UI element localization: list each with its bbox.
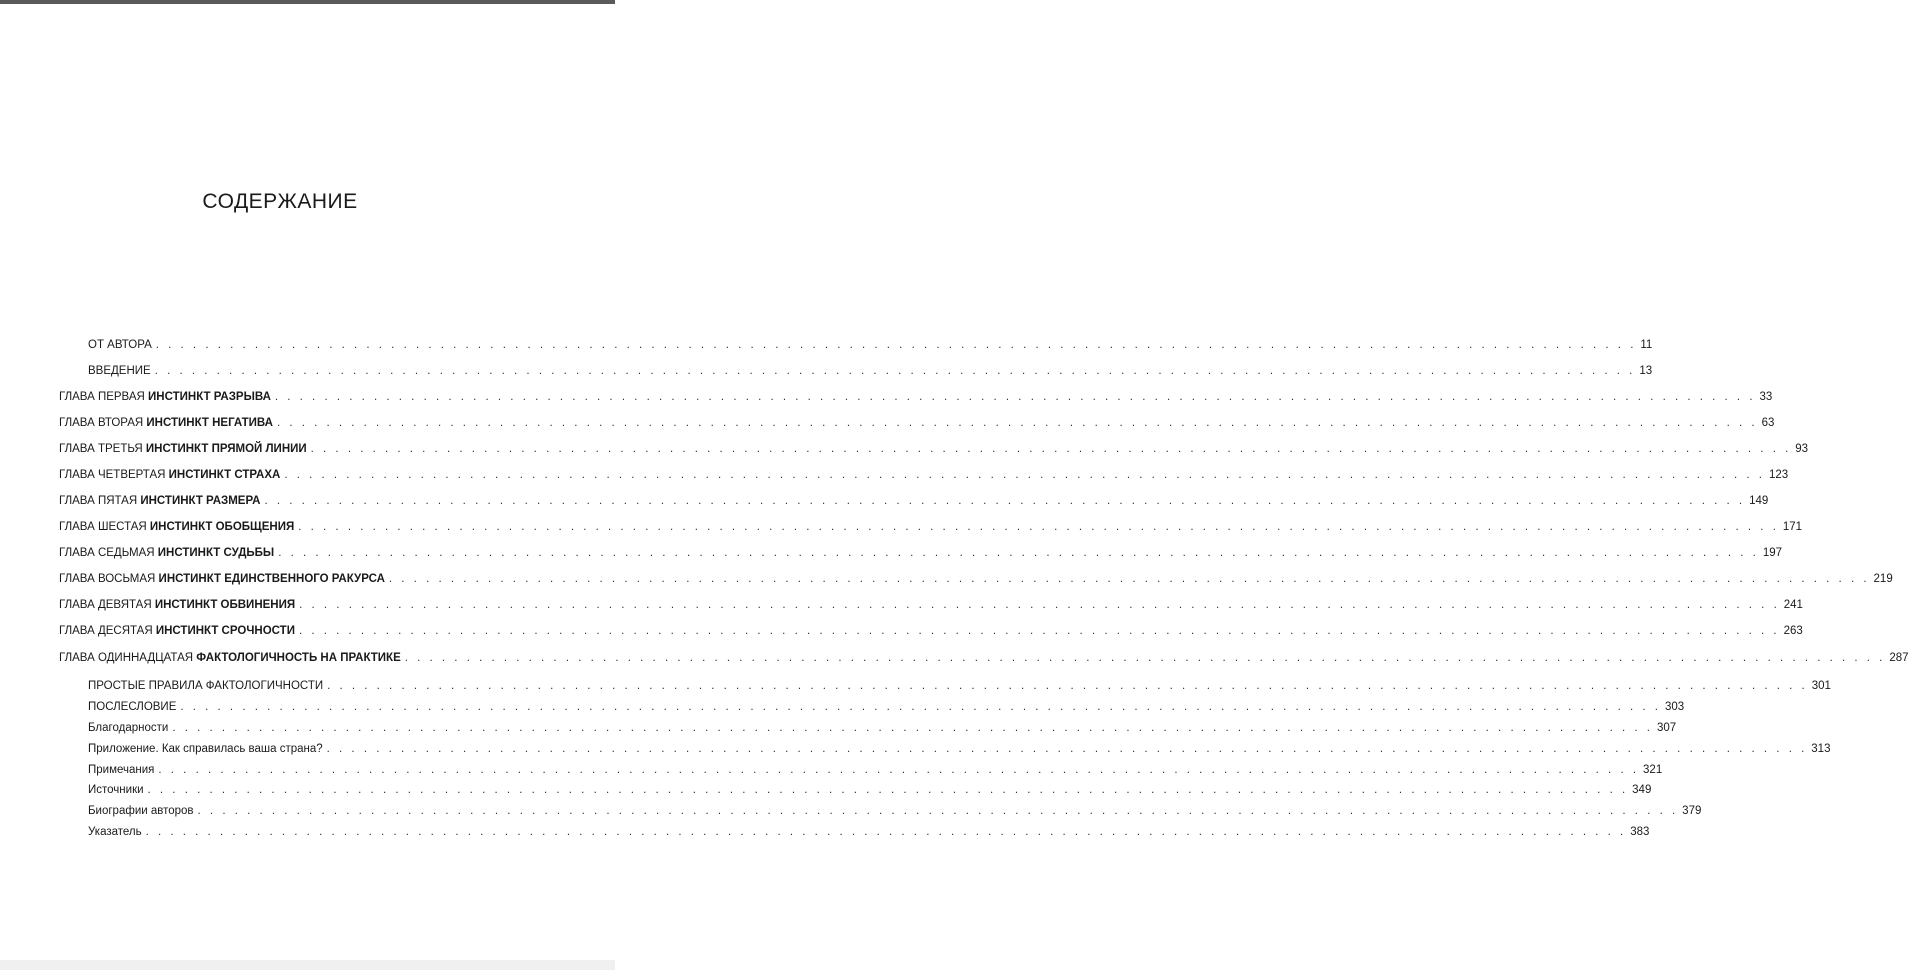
toc-entry-prefix: ГЛАВА ДЕСЯТАЯ	[59, 625, 156, 637]
toc-entry-page-number: 287	[1889, 652, 1909, 664]
toc-entry-title	[59, 547, 274, 559]
toc-entry-prefix: ГЛАВА ВТОРАЯ	[59, 417, 147, 429]
toc-entry[interactable]	[59, 625, 1803, 637]
toc-entry-page-number: 13	[1639, 365, 1653, 377]
toc-entry-title	[88, 784, 144, 796]
dot-leader: . . . . . . . . . . . . . . . . . . . . . . . . . . . . . . . . . . . . . . . . . . . . . . . . . . . . . . . . . . . . . . . . . . . . . . . . . . . . . . . . . . . . . . . . . . . . . . . . . . . . . . . . . . . . . . . . . . . . . . . .	[158, 764, 1640, 776]
dot-leader: . . . . . . . . . . . . . . . . . . . . . . . . . . . . . . . . . . . . . . . . . . . . . . . . . . . . . . . . . . . . . . . . . . . . . . . . . . . . . . . . . . . . . . . . . . . . . . . . . . . . . . . . . . . . . . . . . . . . . . . .	[155, 339, 1637, 351]
toc-entry-title	[88, 764, 154, 776]
toc-entry-page-number: 349	[1632, 784, 1652, 796]
toc-entry[interactable]	[59, 652, 1909, 664]
toc-entry[interactable]	[88, 743, 1831, 755]
toc-entry[interactable]	[59, 521, 1803, 533]
toc-entry-page-number: 219	[1873, 573, 1893, 585]
toc-entry-prefix: ГЛАВА ЧЕТВЕРТАЯ	[59, 469, 169, 481]
toc-entry[interactable]	[88, 805, 1702, 817]
toc-entry-page-number: 123	[1768, 469, 1789, 481]
top-border	[0, 0, 615, 4]
toc-entry-prefix: ВВЕДЕНИЕ	[88, 365, 151, 377]
toc-entry[interactable]	[88, 722, 1677, 734]
dot-leader: . . . . . . . . . . . . . . . . . . . . . . . . . . . . . . . . . . . . . . . . . . . . . . . . . . . . . . . . . . . . . . . . . . . . . . . . . . . . . . . . . . . . . . . . . . . . . . . . . . . . . . . . . . . . . . . . . . . . . . . .	[276, 417, 1758, 429]
dot-leader: . . . . . . . . . . . . . . . . . . . . . . . . . . . . . . . . . . . . . . . . . . . . . . . . . . . . . . . . . . . . . . . . . . . . . . . . . . . . . . . . . . . . . . . . . . . . . . . . . . . . . . . . . . . . . . . . . . . . . . . .	[327, 680, 1808, 692]
toc-entry-page-number: 241	[1783, 599, 1803, 611]
toc-entry[interactable]	[59, 469, 1789, 481]
toc-entry[interactable]	[59, 547, 1782, 559]
toc-entry[interactable]	[59, 599, 1803, 611]
toc-entry-chapter-name: ИНСТИНКТ СУДЬБЫ	[157, 547, 275, 559]
toc-entry-prefix: ГЛАВА ШЕСТАЯ	[59, 521, 150, 533]
dot-leader: . . . . . . . . . . . . . . . . . . . . . . . . . . . . . . . . . . . . . . . . . . . . . . . . . . . . . . . . . . . . . . . . . . . . . . . . . . . . . . . . . . . . . . . . . . . . . . . . . . . . . . . . . . . . . . . . . . . . . . . .	[326, 743, 1808, 755]
toc-entry-prefix: ПОСЛЕСЛОВИЕ	[88, 701, 177, 713]
dot-leader: . . . . . . . . . . . . . . . . . . . . . . . . . . . . . . . . . . . . . . . . . . . . . . . . . . . . . . . . . . . . . . . . . . . . . . . . . . . . . . . . . . . . . . . . . . . . . . . . . . . . . . . . . . . . . . . . . . . . . . . .	[145, 826, 1627, 838]
toc-entry-prefix: ГЛАВА ПЯТАЯ	[59, 495, 141, 507]
toc-entry-title	[88, 743, 323, 755]
toc-entry-title	[59, 495, 260, 507]
dot-leader: . . . . . . . . . . . . . . . . . . . . . . . . . . . . . . . . . . . . . . . . . . . . . . . . . . . . . . . . . . . . . . . . . . . . . . . . . . . . . . . . . . . . . . . . . . . . . . . . . . . . . . . . . . . . . . . . . . . . . . . .	[388, 573, 1870, 585]
dot-leader: . . . . . . . . . . . . . . . . . . . . . . . . . . . . . . . . . . . . . . . . . . . . . . . . . . . . . . . . . . . . . . . . . . . . . . . . . . . . . . . . . . . . . . . . . . . . . . . . . . . . . . . . . . . . . . . . . . . . . . . .	[278, 547, 1759, 559]
page-title: СОДЕРЖАНИЕ	[202, 190, 358, 213]
dot-leader: . . . . . . . . . . . . . . . . . . . . . . . . . . . . . . . . . . . . . . . . . . . . . . . . . . . . . . . . . . . . . . . . . . . . . . . . . . . . . . . . . . . . . . . . . . . . . . . . . . . . . . . . . . . . . . . . . . . . . . . .	[147, 784, 1629, 796]
toc-entry-prefix: Указатель	[88, 826, 142, 838]
toc-entry-chapter-name: ИНСТИНКТ ПРЯМОЙ ЛИНИИ	[145, 443, 307, 455]
toc-entry-chapter-name: ИНСТИНКТ ОБВИНЕНИЯ	[154, 599, 296, 611]
dot-leader: . . . . . . . . . . . . . . . . . . . . . . . . . . . . . . . . . . . . . . . . . . . . . . . . . . . . . . . . . . . . . . . . . . . . . . . . . . . . . . . . . . . . . . . . . . . . . . . . . . . . . . . . . . . . . . . . . . . . . . . .	[298, 521, 1779, 533]
toc-entry-title	[88, 805, 194, 817]
toc-entry-chapter-name: ИНСТИНКТ НЕГАТИВА	[146, 417, 273, 429]
toc-entry-prefix: Примечания	[88, 764, 155, 776]
dot-leader: . . . . . . . . . . . . . . . . . . . . . . . . . . . . . . . . . . . . . . . . . . . . . . . . . . . . . . . . . . . . . . . . . . . . . . . . . . . . . . . . . . . . . . . . . . . . . . . . . . . . . . . . . . . . . . . . . . . . . . . .	[154, 365, 1636, 377]
toc-entry-chapter-name: ИНСТИНКТ ОБОБЩЕНИЯ	[149, 521, 295, 533]
dot-leader: . . . . . . . . . . . . . . . . . . . . . . . . . . . . . . . . . . . . . . . . . . . . . . . . . . . . . . . . . . . . . . . . . . . . . . . . . . . . . . . . . . . . . . . . . . . . . . . . . . . . . . . . . . . . . . . . . . . . . . . .	[264, 495, 1746, 507]
toc-entry-prefix: ГЛАВА ПЕРВАЯ	[59, 391, 149, 403]
toc-entry-page-number: 11	[1640, 339, 1653, 351]
toc-entry-title	[59, 443, 307, 455]
toc-entry-prefix: ГЛАВА ДЕВЯТАЯ	[59, 599, 155, 611]
dot-leader: . . . . . . . . . . . . . . . . . . . . . . . . . . . . . . . . . . . . . . . . . . . . . . . . . . . . . . . . . . . . . . . . . . . . . . . . . . . . . . . . . . . . . . . . . . . . . . . . . . . . . . . . . . . . . . . . . . . . . . . .	[197, 805, 1679, 817]
toc-entry[interactable]	[59, 495, 1769, 507]
toc-entry[interactable]	[88, 339, 1653, 351]
dot-leader: . . . . . . . . . . . . . . . . . . . . . . . . . . . . . . . . . . . . . . . . . . . . . . . . . . . . . . . . . . . . . . . . . . . . . . . . . . . . . . . . . . . . . . . . . . . . . . . . . . . . . . . . . . . . . . . . . . . . . . . .	[274, 391, 1756, 403]
toc-entry-title	[88, 701, 176, 713]
bottom-edge	[0, 960, 615, 970]
toc-entry[interactable]	[88, 680, 1831, 692]
toc-entry[interactable]	[59, 417, 1775, 429]
toc-entry-chapter-name: ИНСТИНКТ РАЗМЕРА	[140, 495, 261, 507]
toc-entry-page-number: 171	[1782, 521, 1803, 533]
toc-entry-title	[88, 826, 142, 838]
toc-entry-prefix: ГЛАВА СЕДЬМАЯ	[59, 547, 158, 559]
toc-entry-title	[59, 625, 295, 637]
toc-entry[interactable]	[88, 826, 1650, 838]
toc-entry-title	[59, 391, 271, 403]
toc-entry-title	[59, 417, 273, 429]
toc-entry[interactable]	[59, 573, 1893, 585]
toc-entry-prefix: Источники	[88, 784, 144, 796]
toc-entry-title	[88, 722, 168, 734]
toc-entry[interactable]	[88, 784, 1652, 796]
toc-entry-chapter-name: ИНСТИНКТ РАЗРЫВА	[148, 391, 271, 403]
toc-entry-chapter-name: ИНСТИНКТ ЕДИНСТВЕННОГО РАКУРСА	[158, 573, 385, 585]
toc-entry-prefix: ГЛАВА ВОСЬМАЯ	[59, 573, 159, 585]
toc-entry-page-number: 149	[1749, 495, 1769, 507]
dot-leader: . . . . . . . . . . . . . . . . . . . . . . . . . . . . . . . . . . . . . . . . . . . . . . . . . . . . . . . . . . . . . . . . . . . . . . . . . . . . . . . . . . . . . . . . . . . . . . . . . . . . . . . . . . . . . . . . . . . . . . . .	[299, 599, 1780, 611]
toc-entry-prefix: Биографии авторов	[88, 805, 194, 817]
toc-entry-title	[88, 365, 151, 377]
toc-entry-page-number: 63	[1761, 417, 1775, 429]
toc-entry[interactable]	[88, 701, 1685, 713]
toc-entry-page-number: 313	[1811, 743, 1831, 755]
dot-leader: . . . . . . . . . . . . . . . . . . . . . . . . . . . . . . . . . . . . . . . . . . . . . . . . . . . . . . . . . . . . . . . . . . . . . . . . . . . . . . . . . . . . . . . . . . . . . . . . . . . . . . . . . . . . . . . . . . . . . . . .	[180, 701, 1661, 713]
toc-entry-page-number: 197	[1762, 547, 1782, 559]
toc-entry-page-number: 303	[1665, 701, 1685, 713]
toc-entry-page-number: 93	[1795, 443, 1809, 455]
dot-leader: . . . . . . . . . . . . . . . . . . . . . . . . . . . . . . . . . . . . . . . . . . . . . . . . . . . . . . . . . . . . . . . . . . . . . . . . . . . . . . . . . . . . . . . . . . . . . . . . . . . . . . . . . . . . . . . . . . . . . . . .	[284, 469, 1765, 481]
toc-entry-page-number: 321	[1643, 764, 1663, 776]
toc-entry-page-number: 307	[1656, 722, 1677, 734]
toc-entry-title	[59, 599, 295, 611]
dot-leader: . . . . . . . . . . . . . . . . . . . . . . . . . . . . . . . . . . . . . . . . . . . . . . . . . . . . . . . . . . . . . . . . . . . . . . . . . . . . . . . . . . . . . . . . . . . . . . . . . . . . . . . . . . . . . . . . . . . . . . . .	[310, 443, 1792, 455]
toc-entry[interactable]	[59, 443, 1809, 455]
toc-entry[interactable]	[59, 391, 1773, 403]
toc-entry-title	[59, 469, 280, 481]
toc-entry-prefix: ГЛАВА ТРЕТЬЯ	[59, 443, 146, 455]
toc-entry[interactable]	[88, 764, 1663, 776]
toc-entry-page-number: 33	[1759, 391, 1773, 403]
toc-entry-page-number: 383	[1630, 826, 1650, 838]
toc-entry-page-number: 263	[1783, 625, 1803, 637]
toc-entry-title	[88, 339, 152, 351]
dot-leader: . . . . . . . . . . . . . . . . . . . . . . . . . . . . . . . . . . . . . . . . . . . . . . . . . . . . . . . . . . . . . . . . . . . . . . . . . . . . . . . . . . . . . . . . . . . . . . . . . . . . . . . . . . . . . . . . . . . . . . . .	[172, 722, 1653, 734]
toc-entry-prefix: ГЛАВА ОДИННАДЦАТАЯ	[59, 652, 197, 664]
toc-entry-title	[59, 573, 385, 585]
toc-entry-prefix: ПРОСТЫЕ ПРАВИЛА ФАКТОЛОГИЧНОСТИ	[88, 680, 324, 692]
toc-entry-prefix: ОТ АВТОРА	[88, 339, 152, 351]
toc-entry-prefix: Благодарности	[88, 722, 169, 734]
toc-entry-title	[59, 521, 294, 533]
toc-entry-chapter-name: ФАКТОЛОГИЧНОСТЬ НА ПРАКТИКЕ	[196, 652, 401, 664]
toc-entry-page-number: 379	[1682, 805, 1702, 817]
toc-entry-chapter-name: ИНСТИНКТ СРОЧНОСТИ	[155, 625, 295, 637]
toc-entry[interactable]	[88, 365, 1653, 377]
toc-entry-prefix: Приложение. Как справилась ваша страна?	[88, 743, 323, 755]
toc-entry-chapter-name: ИНСТИНКТ СТРАХА	[168, 469, 281, 481]
toc-entry-title	[88, 680, 323, 692]
dot-leader: . . . . . . . . . . . . . . . . . . . . . . . . . . . . . . . . . . . . . . . . . . . . . . . . . . . . . . . . . . . . . . . . . . . . . . . . . . . . . . . . . . . . . . . . . . . . . . . . . . . . . . . . . . . . . . . . . . . . . . . .	[404, 652, 1886, 664]
dot-leader: . . . . . . . . . . . . . . . . . . . . . . . . . . . . . . . . . . . . . . . . . . . . . . . . . . . . . . . . . . . . . . . . . . . . . . . . . . . . . . . . . . . . . . . . . . . . . . . . . . . . . . . . . . . . . . . . . . . . . . . .	[298, 625, 1780, 637]
toc-entry-title	[59, 652, 401, 664]
toc-entry-page-number: 301	[1811, 680, 1831, 692]
